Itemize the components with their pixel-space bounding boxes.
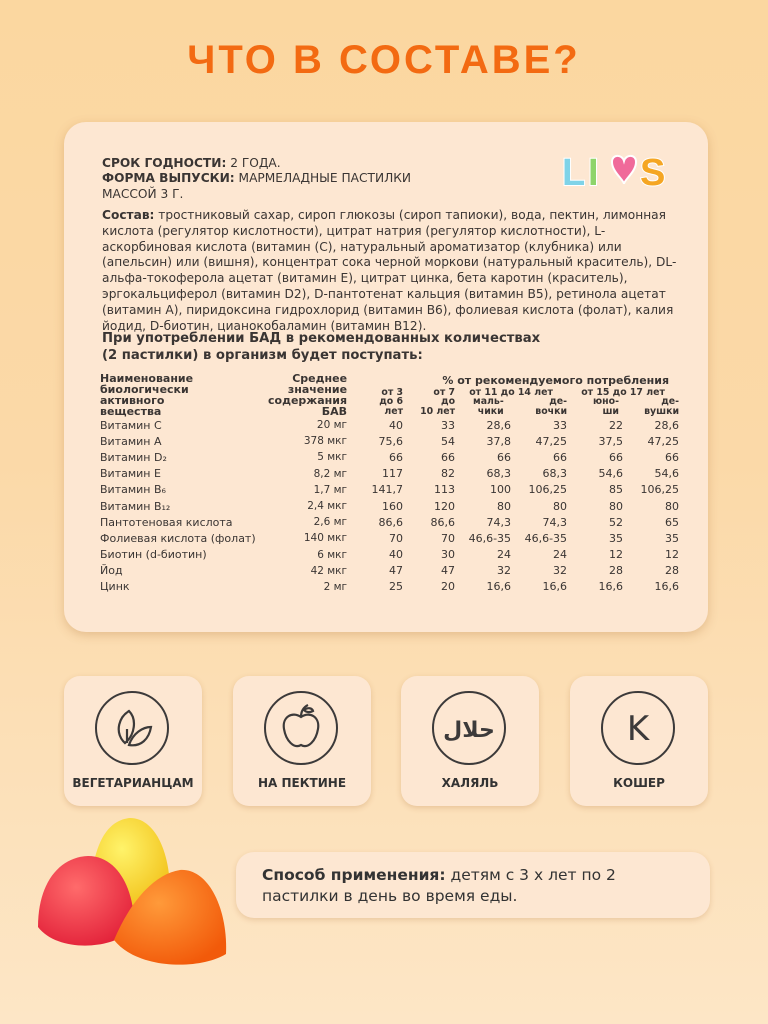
percent-value: 100 <box>490 483 512 497</box>
age-3-6: от 3 до 6 лет <box>379 386 404 417</box>
percent-value: 40 <box>389 418 404 432</box>
nutrient-amount: 378 мкг <box>303 435 348 448</box>
svg-text:L: L <box>562 152 586 192</box>
percent-value: 120 <box>434 499 456 513</box>
badge-label: НА ПЕКТИНЕ <box>257 776 347 790</box>
percent-value: 66 <box>553 450 568 464</box>
nutrient-amount: 2,4 мкг <box>307 500 348 513</box>
percent-value: 66 <box>389 450 404 464</box>
percent-value: 74,3 <box>542 515 568 529</box>
percent-value: 54,6 <box>654 467 680 481</box>
nutrient-name: Витамин Е <box>100 467 161 481</box>
nutrient-amount: 2 мг <box>323 580 348 593</box>
percent-value: 28,6 <box>654 418 680 432</box>
age-7-10: от 7 до 10 лет <box>420 386 456 417</box>
nutrient-amount: 20 мг <box>316 419 348 432</box>
usage-text <box>262 865 692 906</box>
percent-value: 160 <box>382 499 404 513</box>
percent-value: 20 <box>441 580 456 594</box>
badge-vegetarian <box>64 676 202 806</box>
table-row <box>100 466 679 482</box>
gummies-image <box>30 812 240 977</box>
percent-value: 106,25 <box>640 483 680 497</box>
nutrient-name: Биотин (d-биотин) <box>100 548 207 562</box>
nutrient-name: Витамин А <box>100 434 162 448</box>
percent-value: 35 <box>609 531 624 545</box>
percent-value: 86,6 <box>378 515 404 529</box>
form-value-2: МАССОЙ 3 Г. <box>102 186 184 201</box>
percent-value: 12 <box>609 548 624 562</box>
percent-value: 12 <box>665 548 680 562</box>
percent-value: 82 <box>441 467 456 481</box>
nutrient-name: Цинк <box>100 580 130 594</box>
percent-value: 70 <box>389 531 404 545</box>
percent-value: 74,3 <box>486 515 512 529</box>
percent-value: 47,25 <box>535 434 568 448</box>
intake-line-2: (2 пастилки) в организм будет поступать: <box>102 348 423 363</box>
table-row <box>100 417 679 433</box>
livs-logo <box>560 148 684 192</box>
percent-value: 86,6 <box>430 515 456 529</box>
product-info <box>102 156 632 202</box>
percent-value: 46,6-35 <box>468 531 512 545</box>
vitamin-table <box>100 373 679 595</box>
percent-value: 28 <box>609 564 624 578</box>
percent-value: 106,25 <box>528 483 568 497</box>
table-row <box>100 514 679 530</box>
percent-value: 30 <box>441 548 456 562</box>
percent-value: 40 <box>389 548 404 562</box>
percent-value: 47,25 <box>647 434 680 448</box>
percent-value: 22 <box>609 418 624 432</box>
composition-label: Состав: <box>102 208 155 222</box>
usage-card <box>236 852 710 918</box>
table-row <box>100 547 679 563</box>
page-title: ЧТО В СОСТАВЕ? <box>187 38 581 82</box>
kosher-icon <box>601 691 675 765</box>
svg-text:I: I <box>588 152 599 192</box>
table-row <box>100 563 679 579</box>
age-15-17: от 15 до 17 лет юно- ши де- вушки <box>581 386 680 417</box>
intake-heading <box>102 330 662 364</box>
nutrient-amount: 1,7 мг <box>313 483 348 496</box>
percent-value: 37,5 <box>598 434 624 448</box>
badge-label: КОШЕР <box>613 776 665 790</box>
percent-value: 141,7 <box>371 483 404 497</box>
nutrient-amount: 2,6 мг <box>313 516 348 529</box>
percent-value: 70 <box>441 531 456 545</box>
percent-header: % от рекомендуемого потребления <box>442 373 670 387</box>
nutrient-name: Витамин В₆ <box>100 483 166 497</box>
svg-text:حلال: حلال <box>443 718 495 743</box>
age-11-14: от 11 до 14 лет маль- чики де- вочки <box>469 386 568 417</box>
percent-value: 25 <box>389 580 404 594</box>
nutrient-amount: 140 мкг <box>303 532 348 545</box>
svg-text:K: K <box>626 709 650 749</box>
percent-value: 16,6 <box>654 580 680 594</box>
feature-badges <box>64 676 708 806</box>
usage-label: Способ применения: <box>262 866 446 884</box>
intake-line-1: При употреблении БАД в рекомендованных количествах <box>102 331 541 346</box>
table-row <box>100 449 679 465</box>
badge-kosher <box>570 676 708 806</box>
composition-card <box>64 122 708 632</box>
form-label: ФОРМА ВЫПУСКИ: <box>102 171 235 186</box>
nutrient-name: Йод <box>100 564 123 578</box>
percent-value: 85 <box>609 483 624 497</box>
percent-value: 33 <box>441 418 456 432</box>
form-value: МАРМЕЛАДНЫЕ ПАСТИЛКИ <box>234 171 412 186</box>
nutrient-name: Фолиевая кислота (фолат) <box>100 531 256 545</box>
badge-label: ХАЛЯЛЬ <box>441 776 499 790</box>
percent-value: 33 <box>553 418 568 432</box>
percent-value: 65 <box>665 515 680 529</box>
percent-value: 66 <box>497 450 512 464</box>
percent-value: 28 <box>665 564 680 578</box>
percent-value: 117 <box>382 467 404 481</box>
percent-value: 47 <box>389 564 404 578</box>
percent-value: 47 <box>441 564 456 578</box>
nutrient-amount: 42 мкг <box>310 564 348 577</box>
percent-value: 75,6 <box>378 434 404 448</box>
percent-value: 66 <box>609 450 624 464</box>
percent-value: 37,8 <box>486 434 512 448</box>
nutrient-name: Витамин С <box>100 418 162 432</box>
percent-value: 24 <box>497 548 512 562</box>
percent-value: 32 <box>553 564 568 578</box>
nutrient-name: Витамин В₁₂ <box>100 499 171 513</box>
nutrient-amount: 8,2 мг <box>313 467 348 480</box>
leaf-icon <box>95 691 169 765</box>
percent-value: 16,6 <box>486 580 512 594</box>
composition-text <box>102 208 682 334</box>
percent-value: 52 <box>609 515 624 529</box>
nutrient-name: Пантотеновая кислота <box>100 515 233 529</box>
table-row <box>100 482 679 498</box>
percent-value: 80 <box>665 499 680 513</box>
percent-value: 68,3 <box>542 467 568 481</box>
percent-value: 66 <box>665 450 680 464</box>
percent-value: 16,6 <box>542 580 568 594</box>
table-row <box>100 579 679 595</box>
percent-value: 80 <box>497 499 512 513</box>
table-row <box>100 498 679 514</box>
name-header: Наименование биологически активного вещества <box>100 372 194 418</box>
badge-pectin <box>233 676 371 806</box>
halal-icon <box>432 691 506 765</box>
shelf-life-label: СРОК ГОДНОСТИ: <box>102 156 227 170</box>
percent-value: 35 <box>665 531 680 545</box>
badge-label: ВЕГЕТАРИАНЦАМ <box>72 776 194 790</box>
nutrient-name: Витамин D₂ <box>100 450 167 464</box>
svg-text:S: S <box>640 152 666 192</box>
percent-value: 54,6 <box>598 467 624 481</box>
badge-halal <box>401 676 539 806</box>
table-row <box>100 530 679 546</box>
percent-value: 46,6-35 <box>524 531 568 545</box>
percent-value: 68,3 <box>486 467 512 481</box>
percent-value: 16,6 <box>598 580 624 594</box>
percent-value: 54 <box>441 434 456 448</box>
percent-value: 24 <box>553 548 568 562</box>
percent-value: 113 <box>434 483 456 497</box>
percent-value: 80 <box>553 499 568 513</box>
percent-value: 28,6 <box>486 418 512 432</box>
percent-value: 66 <box>441 450 456 464</box>
percent-value: 80 <box>609 499 624 513</box>
shelf-life-value: 2 ГОДА. <box>226 156 281 170</box>
table-row <box>100 433 679 449</box>
percent-value: 32 <box>497 564 512 578</box>
composition-value: тростниковый сахар, сироп глюкозы (сироп тапиоки), вода, пектин, лимонная кислота (регулятор кислотности), цитрат натрия (регулятор кислотности), L-аскорбиновая кислота (витамин (С), натуральный ароматизатор (клубника) или (апельсин) или (вишня), концентрат сока черной моркови (натуральный краситель), DL-альфа-токоферола ацетат (витамин Е), цитрат цинка, бета каротин (краситель), эргокальциферол (витамин D2), D-пантотенат кальция (витамин В5), ретинола ацетат (витамин А), пиридоксина гидрохлорид (витамин В6), фолиевая кислота (фолат), калия йодид, D-биотин, цианокобаламин (витамин В12). <box>102 208 677 333</box>
nutrient-amount: 5 мкг <box>317 451 348 464</box>
amount-header: Среднее значение содержания БАВ <box>268 372 348 418</box>
usage-value: детям с 3 х лет по 2 пастилки в день во время еды. <box>262 866 616 905</box>
nutrient-amount: 6 мкг <box>317 548 348 561</box>
apple-icon <box>264 691 338 765</box>
